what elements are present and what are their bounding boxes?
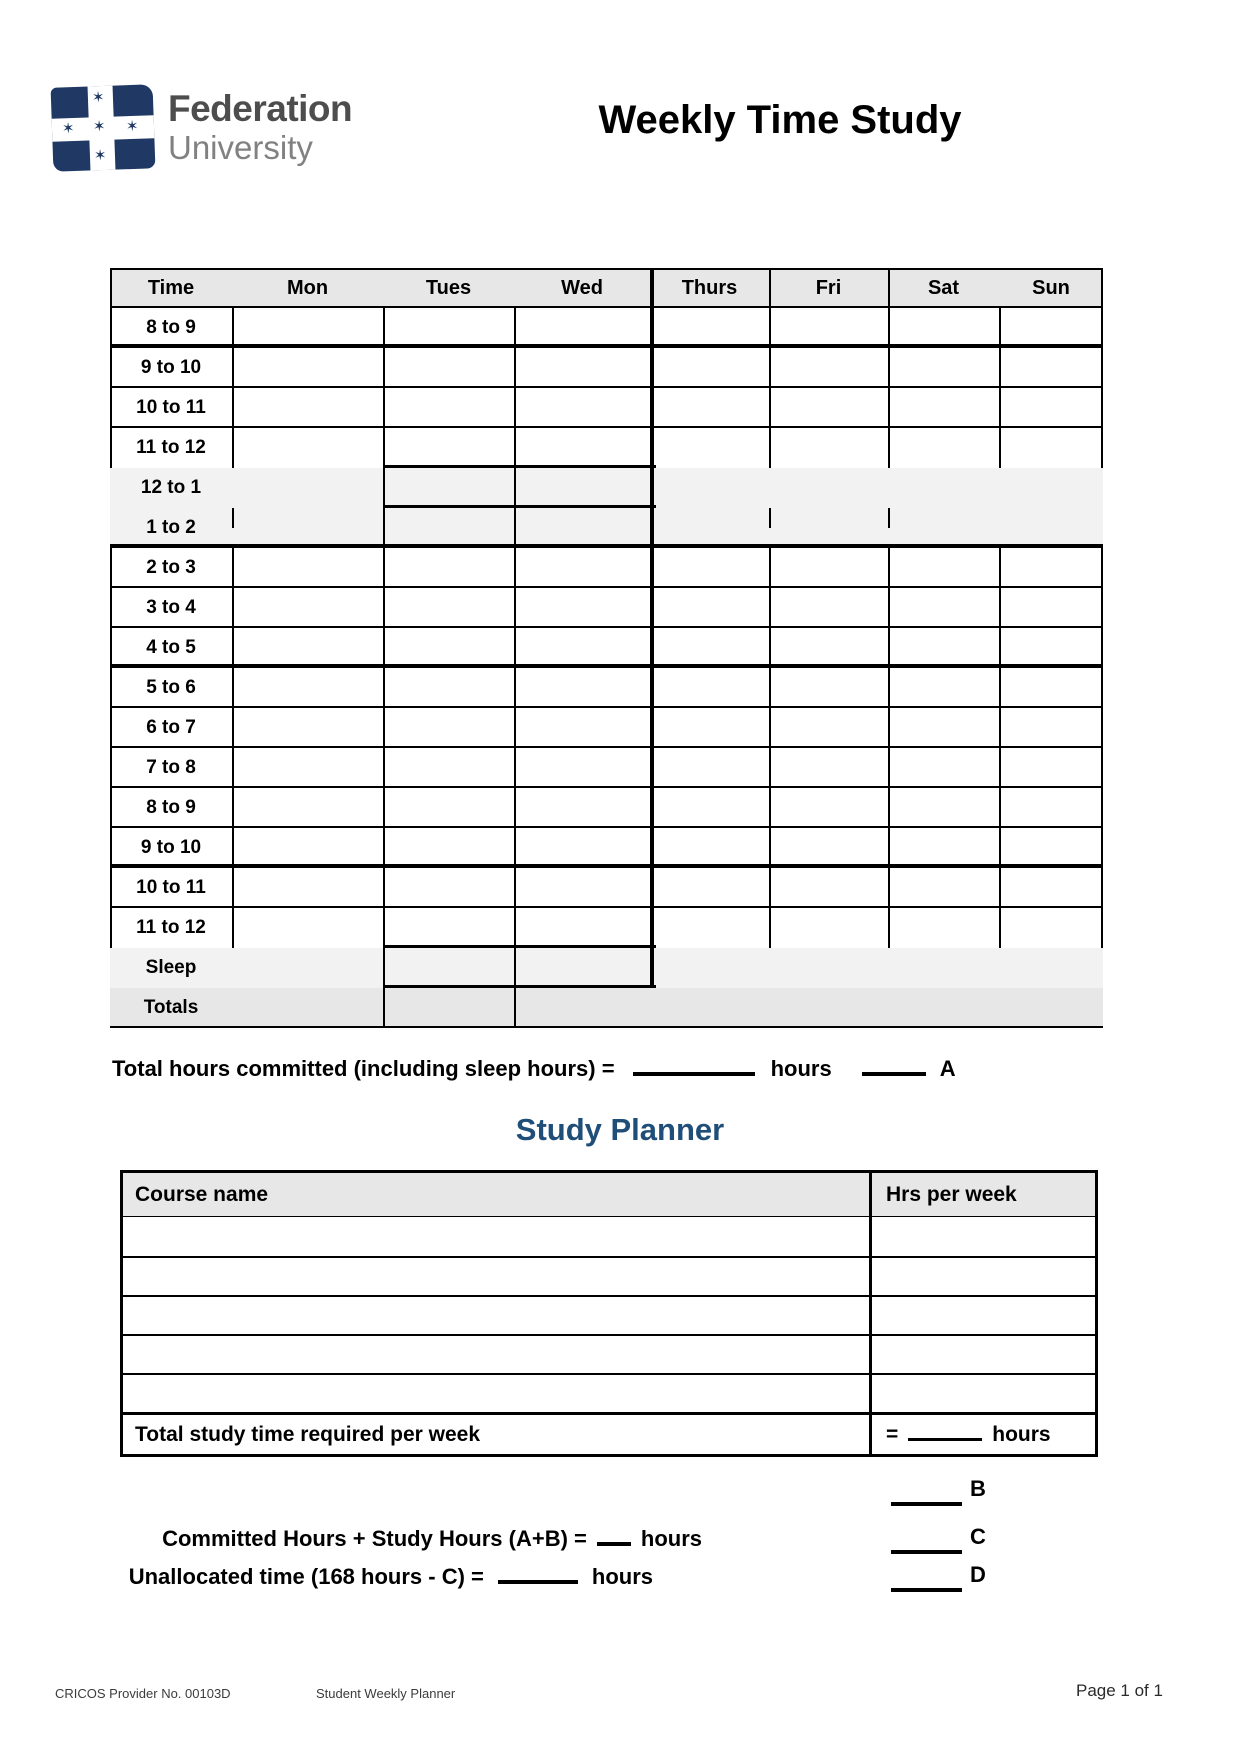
- table-grid-line: [769, 868, 771, 908]
- table-grid-line: [769, 588, 771, 628]
- table-grid-line: [232, 788, 234, 828]
- ref-letter-d: D: [970, 1562, 986, 1587]
- table-grid-line: [769, 548, 771, 588]
- table-grid-line: [514, 428, 516, 468]
- table-grid-line: [1101, 668, 1103, 708]
- table-grid-line: [110, 668, 112, 708]
- table-grid-line: [769, 828, 771, 868]
- table-grid-line: [383, 308, 385, 348]
- table-grid-line: [110, 1026, 1103, 1028]
- brand-name-line1: Federation: [168, 88, 353, 130]
- table-grid-line: [110, 348, 112, 388]
- table-grid-line: [1101, 268, 1103, 308]
- brand-name-line2: University: [168, 129, 313, 167]
- table-grid-line: [650, 908, 654, 948]
- table-grid-line: [769, 388, 771, 428]
- table-grid-line: [650, 548, 654, 588]
- day-column-header: Fri: [815, 277, 842, 299]
- time-table-header: [110, 268, 1103, 308]
- table-grid-line: [110, 268, 1103, 270]
- table-grid-line: [1101, 828, 1103, 868]
- time-row-10-to-11: [110, 868, 1103, 908]
- study-planner-table: [120, 1170, 1098, 1457]
- time-row-5-to-6: [110, 668, 1103, 708]
- table-grid-line: [650, 788, 654, 828]
- table-grid-line: [514, 668, 516, 708]
- footer-cricos: CRICOS Provider No. 00103D: [55, 1686, 231, 1701]
- table-grid-line: [650, 468, 654, 508]
- time-row-12-to-1: [110, 468, 1103, 508]
- hours-label: hours: [770, 1056, 832, 1081]
- course-name-cell: [123, 1297, 869, 1334]
- table-grid-line: [383, 548, 385, 588]
- star-icon: ✶: [92, 117, 106, 136]
- time-slot-label: 9 to 10: [140, 837, 202, 858]
- course-row: [123, 1295, 1095, 1334]
- blank-line: [862, 1060, 926, 1076]
- study-planner-body: [123, 1217, 1095, 1412]
- table-grid-line: [514, 468, 516, 508]
- table-grid-line: [1101, 708, 1103, 748]
- table-grid-line: [232, 668, 234, 708]
- table-grid-line: [110, 708, 112, 748]
- table-grid-line: [650, 308, 654, 348]
- table-grid-line: [232, 708, 234, 748]
- time-row-9-to-10: [110, 828, 1103, 868]
- time-slot-label: 2 to 3: [146, 557, 196, 578]
- table-grid-line: [769, 668, 771, 708]
- table-grid-line: [650, 508, 654, 548]
- time-row-6-to-7: [110, 708, 1103, 748]
- footer-doc-title: Student Weekly Planner: [316, 1686, 456, 1701]
- footer-page-number: Page 1 of 1: [1076, 1681, 1163, 1700]
- committed-hours-label: Committed Hours + Study Hours (A+B) = hours: [162, 1526, 702, 1551]
- table-grid-line: [769, 308, 771, 348]
- table-grid-line: [888, 828, 890, 868]
- table-grid-line: [110, 588, 112, 628]
- total-hours-line: [112, 1056, 956, 1082]
- table-grid-line: [232, 548, 234, 588]
- table-grid-line: [514, 868, 516, 908]
- study-planner-header-row: [123, 1173, 1095, 1217]
- table-grid-line: [650, 828, 654, 868]
- blank-line: [908, 1428, 982, 1441]
- table-grid-line: [1101, 588, 1103, 628]
- course-row: [123, 1217, 1095, 1256]
- course-name-cell: [123, 1336, 869, 1373]
- hours-label: hours: [591, 1564, 653, 1589]
- time-slot-label: 8 to 9: [146, 317, 196, 338]
- page-title: Weekly Time Study: [598, 98, 962, 142]
- table-grid-line: [514, 948, 516, 988]
- time-row-11-to-12: [110, 428, 1103, 468]
- hrs-per-week-cell: [869, 1336, 1095, 1373]
- table-grid-line: [999, 748, 1001, 788]
- table-grid-line: [110, 868, 112, 908]
- table-grid-line: [383, 428, 385, 468]
- table-grid-line: [232, 588, 234, 628]
- day-column-header: Mon: [286, 277, 329, 299]
- table-grid-line: [383, 748, 385, 788]
- table-grid-line: [232, 628, 234, 668]
- table-grid-line: [383, 828, 385, 868]
- table-grid-line: [1101, 308, 1103, 348]
- table-grid-line: [999, 908, 1001, 948]
- time-row-7-to-8: [110, 748, 1103, 788]
- hours-label: hours: [640, 1526, 702, 1551]
- study-planner-heading: Study Planner: [515, 1112, 725, 1147]
- time-slot-label: Sleep: [145, 957, 197, 978]
- blank-line: [891, 1576, 962, 1592]
- table-grid-line: [232, 428, 234, 468]
- table-grid-line: [110, 628, 112, 668]
- table-grid-line: [888, 428, 890, 468]
- table-grid-line: [110, 828, 112, 868]
- table-grid-line: [1101, 868, 1103, 908]
- table-grid-line: [999, 708, 1001, 748]
- table-grid-line: [383, 868, 385, 908]
- time-row-totals: [110, 988, 1103, 1028]
- table-grid-line: [383, 508, 385, 548]
- table-grid-line: [514, 508, 516, 548]
- equals-sign: =: [886, 1422, 899, 1446]
- time-row-1-to-2: [110, 508, 1103, 548]
- time-slot-label: 4 to 5: [146, 637, 196, 658]
- course-row: [123, 1256, 1095, 1295]
- hrs-per-week-cell: [869, 1297, 1095, 1334]
- star-icon: ✶: [125, 117, 139, 136]
- table-grid-line: [232, 828, 234, 868]
- table-grid-line: [888, 708, 890, 748]
- time-row-10-to-11: [110, 388, 1103, 428]
- university-logo: [52, 86, 352, 170]
- table-grid-line: [650, 868, 654, 908]
- table-grid-line: [650, 348, 654, 388]
- table-grid-line: [999, 348, 1001, 388]
- table-grid-line: [514, 908, 516, 948]
- day-column-header: Time: [147, 277, 195, 299]
- time-slot-label: 7 to 8: [146, 757, 196, 778]
- table-grid-line: [888, 348, 890, 388]
- day-column-header: Tues: [425, 277, 472, 299]
- blank-line: [891, 1538, 962, 1554]
- federation-flag-icon: [51, 84, 156, 172]
- table-grid-line: [514, 348, 516, 388]
- hours-label: hours: [992, 1422, 1051, 1446]
- table-grid-line: [1101, 348, 1103, 388]
- table-grid-line: [232, 868, 234, 908]
- course-name-cell: [123, 1375, 869, 1412]
- unallocated-time-label: Unallocated time (168 hours - C) = hours: [128, 1564, 653, 1589]
- table-grid-line: [383, 588, 385, 628]
- table-grid-line: [769, 908, 771, 948]
- table-grid-line: [769, 268, 771, 308]
- table-grid-line: [888, 748, 890, 788]
- table-grid-line: [650, 628, 654, 668]
- table-grid-line: [769, 508, 771, 528]
- ref-letter-a: A: [939, 1056, 956, 1081]
- table-grid-line: [514, 588, 516, 628]
- time-row-11-to-12: [110, 908, 1103, 948]
- table-grid-line: [650, 268, 654, 308]
- time-slot-label: 3 to 4: [146, 597, 196, 618]
- time-row-2-to-3: [110, 548, 1103, 588]
- table-grid-line: [110, 548, 112, 588]
- time-slot-label: 11 to 12: [136, 437, 206, 458]
- ref-letter-c: C: [970, 1524, 986, 1549]
- table-grid-line: [888, 908, 890, 948]
- table-grid-line: [514, 988, 516, 1028]
- table-grid-line: [769, 788, 771, 828]
- time-row-3-to-4: [110, 588, 1103, 628]
- table-grid-line: [383, 668, 385, 708]
- table-grid-line: [888, 388, 890, 428]
- total-study-time-value: [869, 1415, 1095, 1454]
- day-column-header: Thurs: [681, 277, 738, 299]
- table-grid-line: [383, 708, 385, 748]
- table-grid-line: [383, 948, 385, 988]
- course-row: [123, 1373, 1095, 1412]
- time-slot-label: 6 to 7: [146, 717, 196, 738]
- table-grid-line: [888, 508, 890, 528]
- table-grid-line: [888, 628, 890, 668]
- table-grid-line: [1101, 388, 1103, 428]
- table-grid-line: [888, 868, 890, 908]
- table-grid-line: [514, 748, 516, 788]
- table-grid-line: [650, 428, 654, 468]
- time-row-sleep: [110, 948, 1103, 988]
- brand-wordmark: [168, 90, 352, 165]
- table-grid-line: [650, 708, 654, 748]
- table-grid-line: [999, 388, 1001, 428]
- table-grid-line: [110, 388, 112, 428]
- table-grid-line: [888, 668, 890, 708]
- time-slot-label: 10 to 11: [136, 877, 206, 898]
- table-grid-line: [769, 348, 771, 388]
- table-grid-line: [232, 388, 234, 428]
- table-grid-line: [232, 908, 234, 948]
- table-grid-line: [999, 868, 1001, 908]
- day-column-header: Sat: [927, 277, 960, 299]
- hrs-per-week-header: Hrs per week: [869, 1173, 1095, 1216]
- table-grid-line: [650, 948, 654, 988]
- time-slot-label: 1 to 2: [146, 517, 196, 538]
- course-row: [123, 1334, 1095, 1373]
- blank-line: [633, 1060, 755, 1076]
- table-grid-line: [769, 748, 771, 788]
- table-grid-line: [888, 268, 890, 308]
- blank-line: [891, 1490, 962, 1506]
- table-grid-line: [888, 588, 890, 628]
- time-slot-label: 10 to 11: [136, 397, 206, 418]
- table-grid-line: [1101, 788, 1103, 828]
- blank-line: [597, 1530, 631, 1546]
- table-grid-line: [999, 828, 1001, 868]
- table-grid-line: [110, 748, 112, 788]
- table-grid-line: [514, 788, 516, 828]
- table-grid-line: [383, 908, 385, 948]
- course-name-cell: [123, 1217, 869, 1256]
- course-name-cell: [123, 1258, 869, 1295]
- study-planner-total-row: [123, 1412, 1095, 1454]
- table-grid-line: [383, 788, 385, 828]
- table-grid-line: [514, 388, 516, 428]
- star-icon: ✶: [91, 88, 105, 107]
- table-grid-line: [110, 908, 112, 948]
- table-grid-line: [999, 788, 1001, 828]
- table-grid-line: [650, 748, 654, 788]
- summary-line-c: [0, 1520, 1240, 1554]
- star-icon: ✶: [93, 146, 107, 165]
- time-slot-label: 9 to 10: [140, 357, 202, 378]
- table-grid-line: [999, 548, 1001, 588]
- time-slot-label: Totals: [143, 997, 199, 1018]
- table-grid-line: [650, 388, 654, 428]
- time-slot-label: 11 to 12: [136, 917, 206, 938]
- summary-line-b: [0, 1472, 1240, 1506]
- time-row-8-to-9: [110, 308, 1103, 348]
- time-slot-label: 8 to 9: [146, 797, 196, 818]
- table-grid-line: [383, 988, 385, 1028]
- ref-letter-b: B: [970, 1476, 986, 1501]
- summary-line-d: [0, 1558, 1240, 1592]
- table-grid-line: [232, 308, 234, 348]
- course-name-header: Course name: [135, 1182, 269, 1206]
- table-grid-line: [1101, 908, 1103, 948]
- total-hours-label: Total hours committed (including sleep hours) =: [112, 1056, 615, 1081]
- table-grid-line: [514, 308, 516, 348]
- table-grid-line: [514, 828, 516, 868]
- table-grid-line: [514, 548, 516, 588]
- time-row-8-to-9: [110, 788, 1103, 828]
- total-study-time-label: Total study time required per week: [135, 1422, 481, 1446]
- time-slot-label: 12 to 1: [140, 477, 202, 498]
- table-grid-line: [383, 468, 385, 508]
- table-grid-line: [650, 588, 654, 628]
- hrs-per-week-cell: [869, 1258, 1095, 1295]
- table-grid-line: [999, 428, 1001, 468]
- table-grid-line: [999, 308, 1001, 348]
- table-grid-line: [110, 308, 112, 348]
- table-grid-line: [110, 428, 112, 468]
- table-grid-line: [650, 668, 654, 708]
- star-icon: ✶: [61, 119, 75, 138]
- table-grid-line: [1101, 628, 1103, 668]
- day-column-header: Wed: [561, 277, 603, 299]
- time-row-4-to-5: [110, 628, 1103, 668]
- time-table-body: [110, 308, 1103, 1028]
- table-grid-line: [1101, 748, 1103, 788]
- table-grid-line: [383, 348, 385, 388]
- table-grid-line: [888, 788, 890, 828]
- table-grid-line: [769, 428, 771, 468]
- table-grid-line: [769, 708, 771, 748]
- table-grid-line: [999, 628, 1001, 668]
- table-grid-line: [232, 748, 234, 788]
- time-row-9-to-10: [110, 348, 1103, 388]
- table-grid-line: [769, 628, 771, 668]
- day-column-header: Sun: [1032, 277, 1070, 299]
- weekly-time-table: [110, 268, 1103, 1028]
- hrs-per-week-cell: [869, 1375, 1095, 1412]
- table-grid-line: [888, 308, 890, 348]
- table-grid-line: [1101, 428, 1103, 468]
- table-grid-line: [888, 548, 890, 588]
- table-grid-line: [232, 348, 234, 388]
- blank-line: [498, 1568, 578, 1584]
- table-grid-line: [999, 588, 1001, 628]
- time-slot-label: 5 to 6: [146, 677, 196, 698]
- table-grid-line: [514, 628, 516, 668]
- table-grid-line: [999, 668, 1001, 708]
- table-grid-line: [514, 708, 516, 748]
- table-grid-line: [232, 508, 234, 528]
- table-grid-line: [1101, 548, 1103, 588]
- table-grid-line: [383, 628, 385, 668]
- table-grid-line: [383, 388, 385, 428]
- table-grid-line: [110, 788, 112, 828]
- hrs-per-week-cell: [869, 1217, 1095, 1256]
- table-grid-line: [110, 268, 112, 308]
